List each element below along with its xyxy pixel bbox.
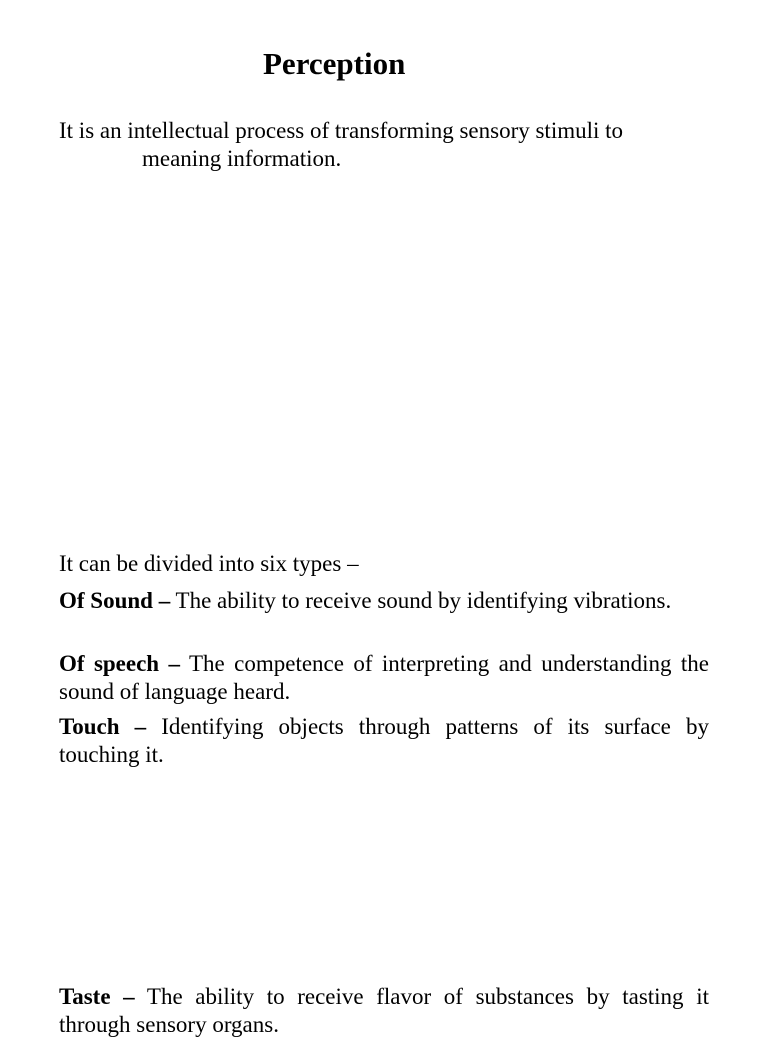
page-title: Perception [263, 46, 406, 81]
definition-speech [59, 650, 709, 706]
definition-text: The ability to receive sound by identifying vibrations. [170, 588, 672, 613]
intro-paragraph [59, 117, 709, 173]
intro-line-1: It is an intellectual process of transforming sensory stimuli to [59, 118, 624, 143]
types-intro: It can be divided into six types – [59, 551, 359, 576]
definition-term: Touch – [59, 714, 147, 739]
definition-term: Of speech – [59, 651, 180, 676]
definition-text: The competence of interpreting and understanding the sound of language heard. [59, 651, 709, 704]
definition-taste [59, 983, 709, 1039]
definition-text: Identifying objects through patterns of its surface by touching it. [59, 714, 709, 767]
definition-sound [59, 587, 709, 615]
definition-term: Of Sound – [59, 588, 171, 613]
intro-line-2: meaning information. [142, 146, 342, 171]
definition-touch [59, 713, 709, 769]
definition-term: Taste – [59, 984, 135, 1009]
definition-text: The ability to receive flavor of substances by tasting it through sensory organs. [59, 984, 709, 1037]
